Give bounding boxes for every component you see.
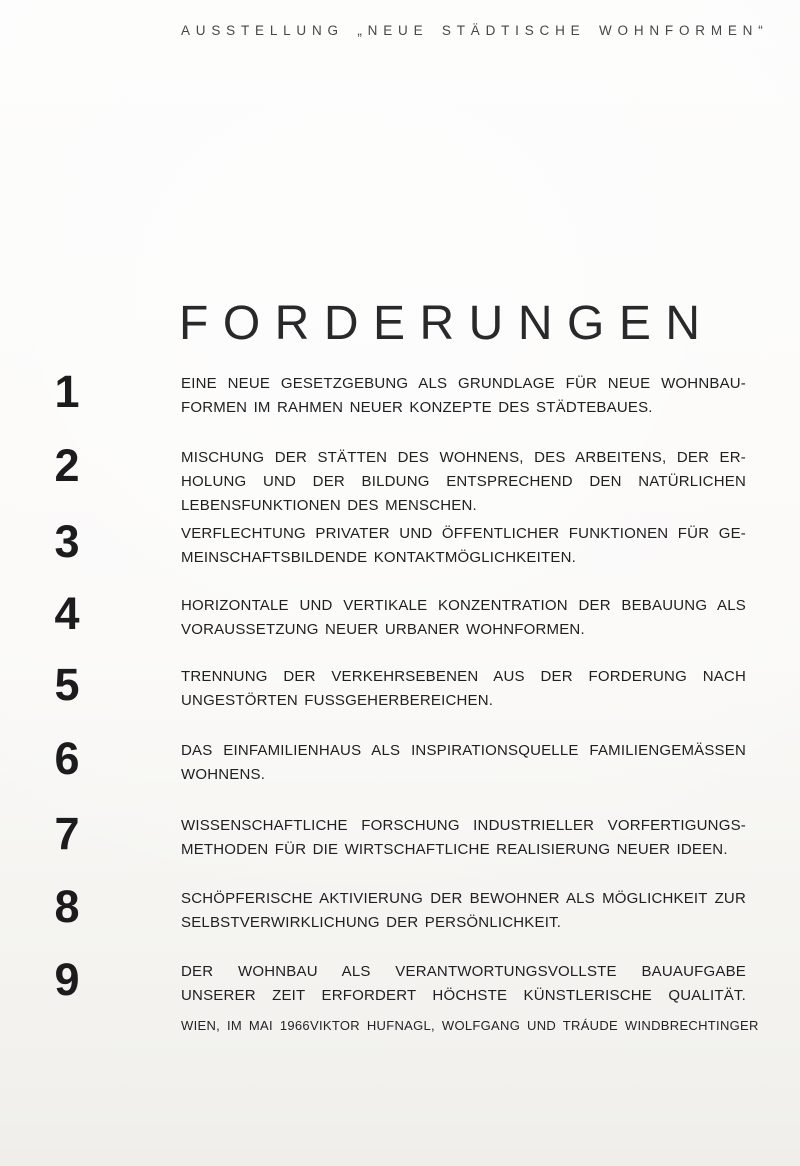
item-text-line: VERFLECHTUNG PRIVATER UND ÖFFENTLICHER FUNKTIONEN FÜR GE- [181,525,746,542]
item-text-line: HORIZONTALE UND VERTIKALE KONZENTRATION DER BEBAUUNG ALS [181,597,746,614]
item-text-line: FORMEN IM RAHMEN NEUER KONZEPTE DES STÄDTEBAUES. [181,399,653,416]
item-text-line: SELBSTVERWIRKLICHUNG DER PERSÖNLICHKEIT. [181,914,562,931]
item-number: 3 [54,516,80,567]
list-item [54,954,746,1008]
item-text [181,814,746,862]
page-title: FORDERUNGEN [179,297,715,350]
item-text-line: UNGESTÖRTEN FUSSGEHERBEREICHEN. [181,692,494,709]
list-item [54,808,746,862]
list-item [54,588,746,642]
item-text [181,739,746,787]
footer-authors: VIKTOR HUFNAGL, WOLFGANG UND TRÁUDE WINDBRECHTINGER [309,1018,759,1033]
item-text-line: SCHÖPFERISCHE AKTIVIERUNG DER BEWOHNER ALS MÖGLICHKEIT ZUR [181,890,746,907]
item-text [181,594,746,642]
item-number: 6 [54,733,80,784]
item-number: 5 [54,659,80,710]
item-text-line: METHODEN FÜR DIE WIRTSCHAFTLICHE REALISIERUNG NEUER IDEEN. [181,841,728,858]
item-number: 4 [54,588,80,639]
item-text [181,446,746,518]
footer-place-date: WIEN, IM MAI 1966 [181,1018,310,1033]
item-text [181,522,746,570]
item-text [181,887,746,935]
item-text-line: DAS EINFAMILIENHAUS ALS INSPIRATIONSQUELLE FAMILIENGEMÄSSEN [181,742,746,759]
item-text-line: HOLUNG UND DER BILDUNG ENTSPRECHEND DEN NATÜRLICHEN [181,473,746,490]
list-item [54,881,746,935]
footer [181,1019,758,1032]
item-text-line: WISSENSCHAFTLICHE FORSCHUNG INDUSTRIELLER VORFERTIGUNGS- [181,817,746,834]
item-number: 2 [54,440,80,491]
item-text-line: EINE NEUE GESETZGEBUNG ALS GRUNDLAGE FÜR NEUE WOHNBAU- [181,375,746,392]
item-text-line: MEINSCHAFTSBILDENDE KONTAKTMÖGLICHKEITEN. [181,549,576,566]
list-item [54,516,746,570]
item-number: 9 [54,954,80,1005]
item-text-line: VORAUSSETZUNG NEUER URBANER WOHNFORMEN. [181,621,585,638]
item-text-line: UNSERER ZEIT ERFORDERT HÖCHSTE KÜNSTLERISCHE QUALITÄT. [181,987,746,1004]
item-number: 1 [54,366,80,417]
item-text [181,372,746,420]
item-text-line: MISCHUNG DER STÄTTEN DES WOHNENS, DES ARBEITENS, DER ER- [181,449,746,466]
list-item [54,733,746,787]
item-text [181,960,746,1008]
item-text [181,665,746,713]
item-text-line: LEBENSFUNKTIONEN DES MENSCHEN. [181,497,477,514]
item-number: 8 [54,881,80,932]
item-number: 7 [54,808,80,859]
exhibition-header: AUSSTELLUNG „NEUE STÄDTISCHE WOHNFORMEN“ [181,23,769,38]
list-item [54,440,746,518]
item-text-line: WOHNENS. [181,766,266,783]
list-item [54,659,746,713]
list-item [54,366,746,420]
item-text-line: DER WOHNBAU ALS VERANTWORTUNGSVOLLSTE BAUAUFGABE [181,963,746,980]
item-text-line: TRENNUNG DER VERKEHRSEBENEN AUS DER FORDERUNG NACH [181,668,746,685]
